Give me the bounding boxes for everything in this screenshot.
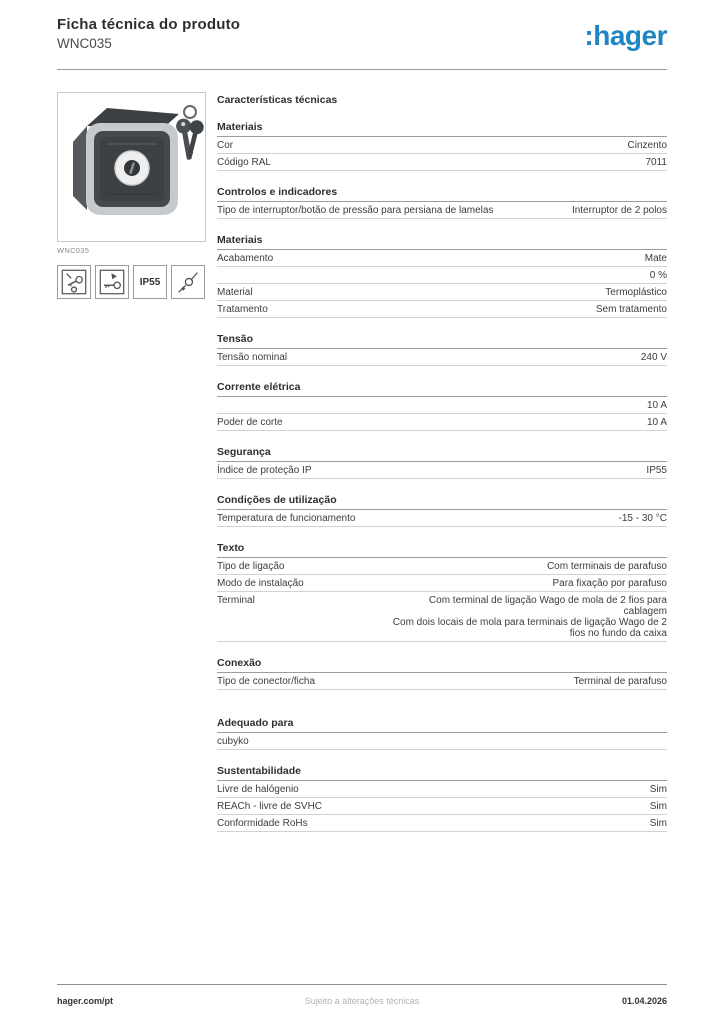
footer-date: 01.04.2026 bbox=[621, 996, 667, 1006]
spec-row bbox=[217, 397, 667, 414]
spec-section-heading: Texto bbox=[217, 542, 667, 558]
spec-section bbox=[217, 717, 667, 750]
spec-row bbox=[217, 815, 667, 832]
spec-section-heading: Conexão bbox=[217, 657, 667, 673]
hager-logo: :hager bbox=[584, 20, 667, 51]
spec-value-line: Com dois locais de mola para terminais de ligação Wago de 2 fios no fundo da caixa bbox=[392, 617, 667, 639]
spec-section-heading: Tensão bbox=[217, 333, 667, 349]
spec-label: Acabamento bbox=[217, 253, 274, 264]
spec-value: Com terminais de parafuso bbox=[546, 561, 667, 572]
spec-label: Conformidade RoHs bbox=[217, 818, 308, 829]
spec-row bbox=[217, 154, 667, 171]
spec-section-heading: Controlos e indicadores bbox=[217, 186, 667, 202]
spec-value: Sim bbox=[649, 818, 667, 829]
spec-section-heading: Sustentabilidade bbox=[217, 765, 667, 781]
spec-row bbox=[217, 575, 667, 592]
header bbox=[57, 16, 667, 51]
spec-label: Tipo de ligação bbox=[217, 561, 285, 572]
footer-disclaimer: Sujeito a alterações técnicas bbox=[304, 996, 420, 1006]
specs-column bbox=[217, 94, 667, 847]
spec-row bbox=[217, 202, 667, 219]
spec-section bbox=[217, 121, 667, 171]
spec-value: -15 - 30 °C bbox=[618, 513, 667, 524]
spec-section-heading: Adequado para bbox=[217, 717, 667, 733]
spec-section-heading: Segurança bbox=[217, 446, 667, 462]
spec-label: Tipo de conector/ficha bbox=[217, 676, 316, 687]
spec-row bbox=[217, 781, 667, 798]
spec-label: Tratamento bbox=[217, 304, 268, 315]
spec-label: Índice de proteção IP bbox=[217, 465, 312, 476]
spec-label: Cor bbox=[217, 140, 234, 151]
spec-section bbox=[217, 494, 667, 527]
spec-label: Tipo de interruptor/botão de pressão para persiana de lamelas bbox=[217, 205, 494, 216]
spec-value: 240 V bbox=[640, 352, 667, 363]
spec-row bbox=[217, 558, 667, 575]
spec-row bbox=[217, 592, 667, 642]
spec-value: Para fixação por parafuso bbox=[552, 578, 667, 589]
spec-row bbox=[217, 414, 667, 431]
spec-section-heading: Materiais bbox=[217, 234, 667, 250]
spec-row bbox=[217, 267, 667, 284]
specs-title: Características técnicas bbox=[217, 94, 338, 106]
footer-website-link[interactable]: hager.com/pt bbox=[57, 996, 114, 1006]
product-image-frame bbox=[57, 92, 206, 242]
spec-row bbox=[217, 462, 667, 479]
spec-section-heading: Materiais bbox=[217, 121, 667, 137]
spec-section bbox=[217, 381, 667, 431]
spec-value: 0 % bbox=[649, 270, 667, 281]
spec-row bbox=[217, 798, 667, 815]
spec-section bbox=[217, 542, 667, 642]
spec-section bbox=[217, 186, 667, 219]
spec-value: 10 A bbox=[646, 417, 667, 428]
spec-label: Modo de instalação bbox=[217, 578, 304, 589]
spec-label: REACh - livre de SVHC bbox=[217, 801, 323, 812]
product-image-caption: WNC035 bbox=[57, 246, 90, 255]
spec-section-heading: Corrente elétrica bbox=[217, 381, 667, 397]
spec-row bbox=[217, 349, 667, 366]
spec-value: 7011 bbox=[645, 157, 667, 168]
spec-section bbox=[217, 234, 667, 318]
spec-label: Temperatura de funcionamento bbox=[217, 513, 356, 524]
ip-rating-label: IP55 bbox=[139, 276, 161, 288]
spec-section bbox=[217, 446, 667, 479]
page-title: Ficha técnica do produto bbox=[57, 16, 241, 33]
spec-row bbox=[217, 510, 667, 527]
spec-label: Material bbox=[217, 287, 253, 298]
ip-rating-badge bbox=[133, 265, 167, 299]
spec-value: Terminal de parafuso bbox=[573, 676, 667, 687]
spec-value: Mate bbox=[644, 253, 667, 264]
header-divider bbox=[57, 69, 667, 70]
product-column bbox=[57, 92, 207, 299]
spec-value-line: Com terminal de ligação Wago de mola de 2 fios para cablagem bbox=[428, 595, 667, 617]
spec-value: Sem tratamento bbox=[595, 304, 667, 315]
spec-value bbox=[388, 595, 667, 639]
spec-row bbox=[217, 673, 667, 690]
spec-label: Poder de corte bbox=[217, 417, 283, 428]
spec-row bbox=[217, 301, 667, 318]
spec-label: cubyko bbox=[217, 736, 249, 747]
spec-label: Terminal bbox=[217, 595, 255, 606]
spec-row bbox=[217, 284, 667, 301]
spec-section bbox=[217, 765, 667, 832]
spec-section-heading: Condições de utilização bbox=[217, 494, 667, 510]
feature-badges bbox=[57, 265, 207, 299]
spec-label: Código RAL bbox=[217, 157, 271, 168]
spec-label: Livre de halógenio bbox=[217, 784, 299, 795]
spec-value: Termoplástico bbox=[605, 287, 667, 298]
spec-row bbox=[217, 733, 667, 750]
product-reference: WNC035 bbox=[57, 36, 112, 51]
spec-row bbox=[217, 137, 667, 154]
spec-value: Cinzento bbox=[627, 140, 667, 151]
spec-section bbox=[217, 657, 667, 690]
spec-value: Sim bbox=[649, 784, 667, 795]
footer bbox=[57, 984, 667, 1006]
spec-value: Sim bbox=[649, 801, 667, 812]
spec-value: Interruptor de 2 polos bbox=[571, 205, 667, 216]
spec-value: 10 A bbox=[646, 400, 667, 411]
spec-row bbox=[217, 250, 667, 267]
spec-label: Tensão nominal bbox=[217, 352, 288, 363]
key-switch-symbol-icon bbox=[171, 265, 205, 299]
key-switch-positions-icon bbox=[57, 265, 91, 299]
key-momentary-icon bbox=[95, 265, 129, 299]
spec-value: IP55 bbox=[646, 465, 667, 476]
product-image bbox=[59, 94, 205, 240]
spec-section bbox=[217, 333, 667, 366]
spec-sections bbox=[217, 121, 667, 832]
